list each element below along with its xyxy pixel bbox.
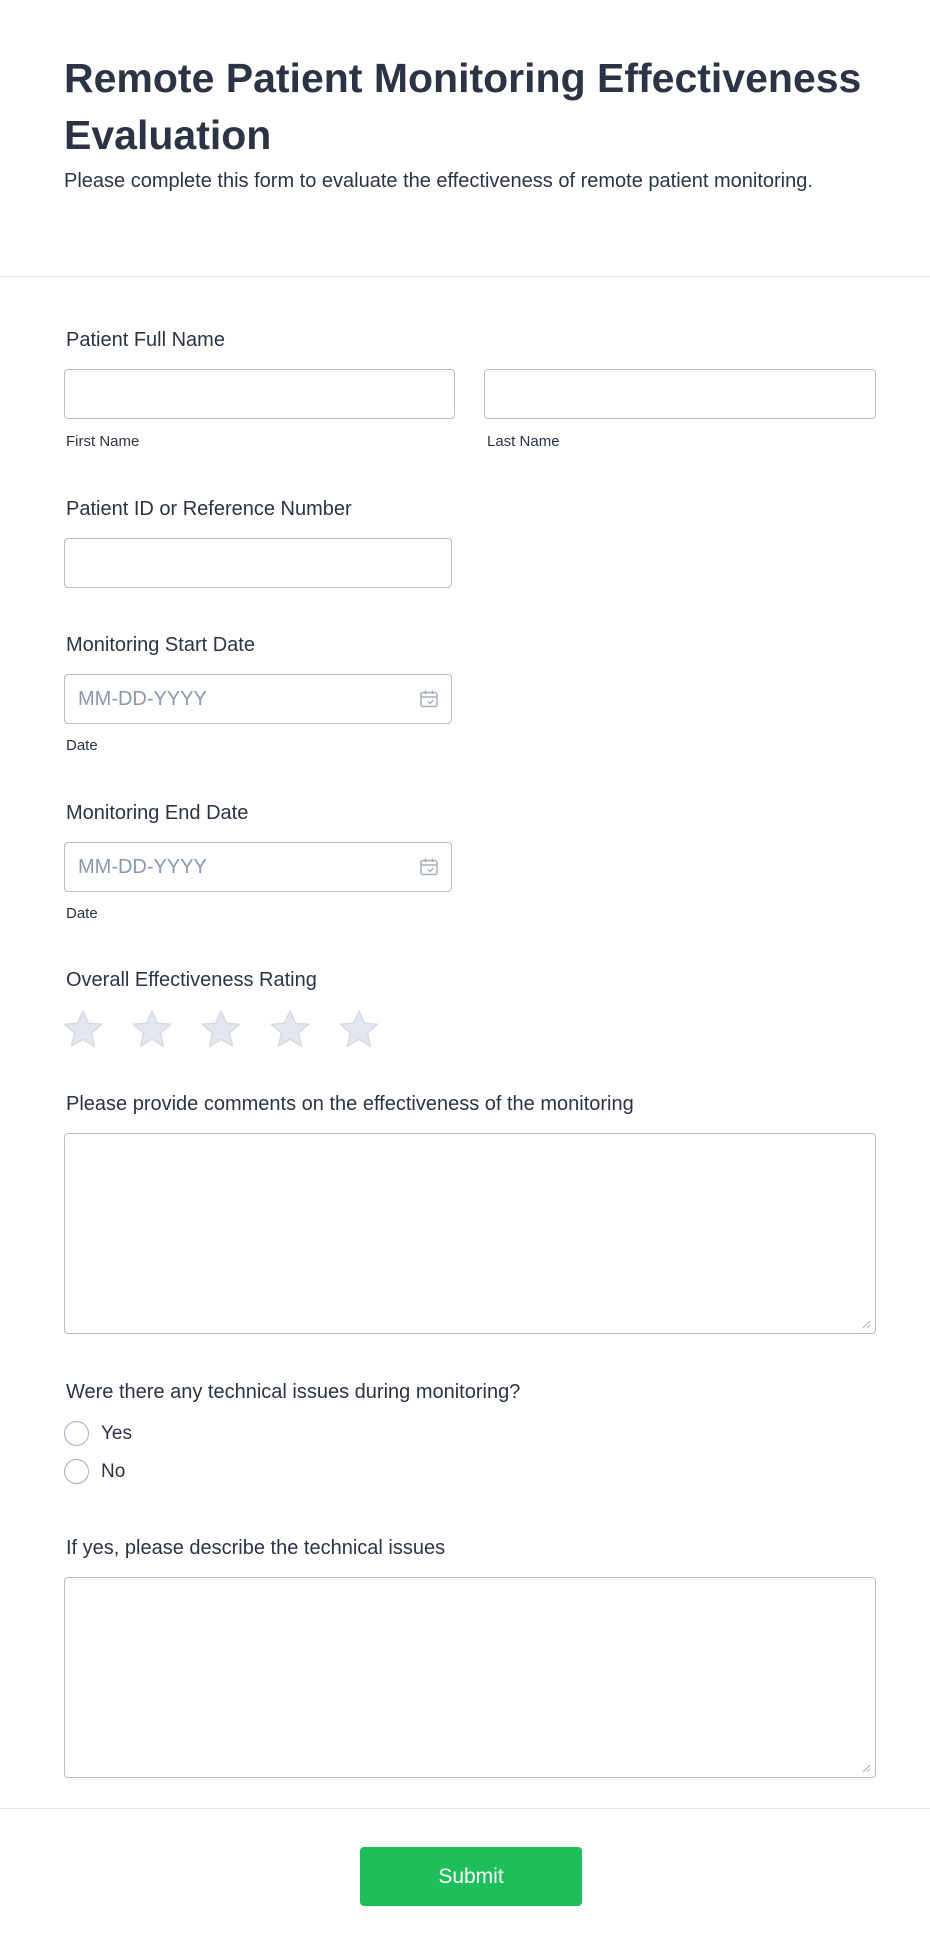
start-date-placeholder: MM-DD-YYYY: [78, 687, 207, 710]
form-header: [0, 0, 930, 277]
form-title: Remote Patient Monitoring Effectiveness Evaluation: [64, 55, 862, 158]
radio-label-yes: Yes: [101, 1422, 132, 1444]
star-icon[interactable]: [131, 1008, 173, 1050]
submit-button[interactable]: Submit: [360, 1847, 582, 1906]
last-name-sublabel: Last Name: [487, 433, 560, 450]
radio-button[interactable]: [64, 1459, 89, 1484]
radio-option-yes[interactable]: [64, 1421, 132, 1446]
start-date-input[interactable]: [64, 674, 452, 724]
star-icon[interactable]: [269, 1008, 311, 1050]
form-description: Please complete this form to evaluate the effectiveness of remote patient monitoring.: [64, 170, 813, 192]
calendar-icon[interactable]: [419, 857, 439, 877]
comments-label: Please provide comments on the effectiveness of the monitoring: [66, 1093, 634, 1115]
footer-divider: [0, 1808, 930, 1809]
end-date-label: Monitoring End Date: [66, 802, 249, 824]
radio-option-no[interactable]: [64, 1459, 125, 1484]
star-icon[interactable]: [200, 1008, 242, 1050]
first-name-input[interactable]: [64, 369, 455, 419]
rating-label: Overall Effectiveness Rating: [66, 969, 317, 991]
resize-handle-icon[interactable]: [861, 1763, 871, 1773]
start-date-sublabel: Date: [66, 737, 98, 754]
patient-id-label: Patient ID or Reference Number: [66, 498, 352, 520]
radio-button[interactable]: [64, 1421, 89, 1446]
radio-label-no: No: [101, 1460, 126, 1482]
patient-name-label: Patient Full Name: [66, 329, 225, 351]
patient-id-input[interactable]: [64, 538, 452, 588]
issue-description-label: If yes, please describe the technical issues: [66, 1537, 446, 1559]
issue-description-textarea[interactable]: [64, 1577, 876, 1778]
first-name-sublabel: First Name: [66, 433, 140, 450]
star-icon[interactable]: [338, 1008, 380, 1050]
start-date-label: Monitoring Start Date: [66, 634, 255, 656]
technical-issues-label: Were there any technical issues during monitoring?: [66, 1381, 521, 1403]
comments-textarea[interactable]: [64, 1133, 876, 1334]
resize-handle-icon[interactable]: [861, 1319, 871, 1329]
last-name-input[interactable]: [484, 369, 876, 419]
calendar-icon[interactable]: [419, 689, 439, 709]
star-rating: [62, 1008, 407, 1050]
end-date-placeholder: MM-DD-YYYY: [78, 855, 207, 878]
end-date-input[interactable]: [64, 842, 452, 892]
end-date-sublabel: Date: [66, 905, 98, 922]
star-icon[interactable]: [62, 1008, 104, 1050]
